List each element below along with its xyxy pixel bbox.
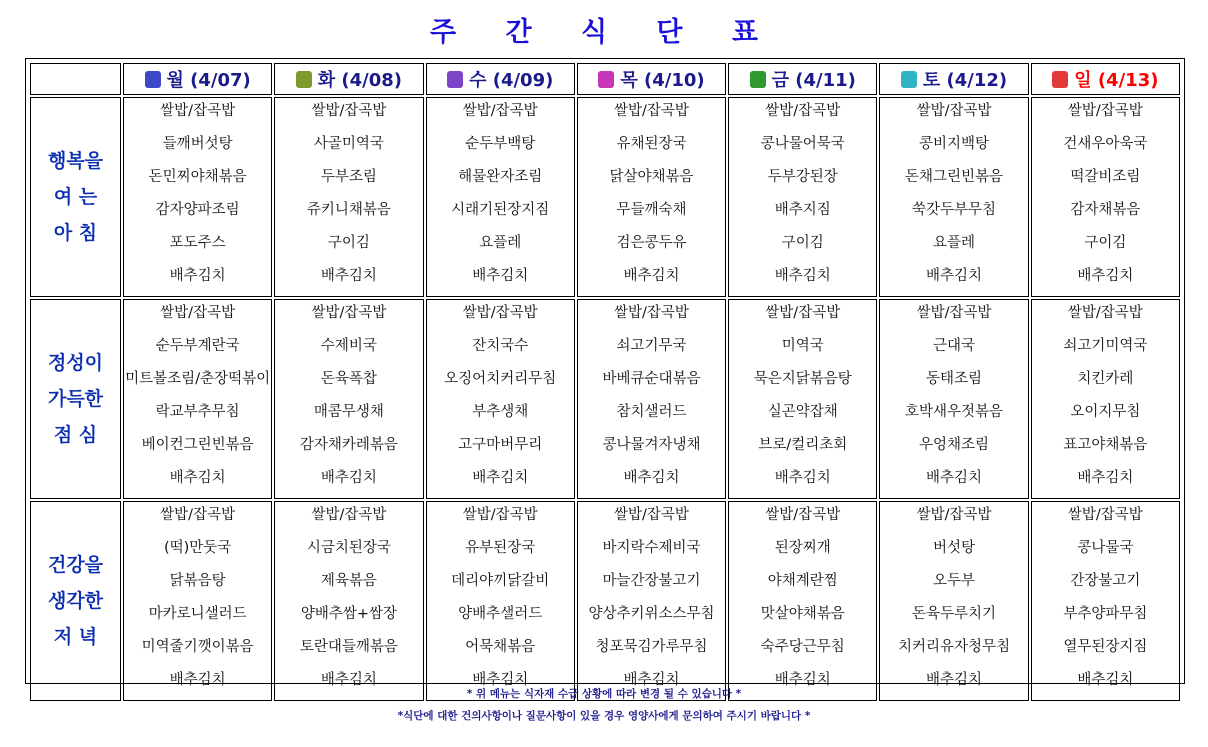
meal-label-line: 가득한 <box>47 388 104 410</box>
menu-item: 무들깨숙채 <box>616 202 687 218</box>
menu-item: 배추김치 <box>169 672 226 688</box>
meal-label-line: 여 는 <box>53 186 98 208</box>
day-header-1 <box>274 63 423 95</box>
menu-cell <box>879 501 1028 701</box>
menu-item: 쌀밥/잡곡밥 <box>160 103 236 119</box>
menu-item: 베이컨그린빈볶음 <box>141 437 254 453</box>
day-label: 토 (4/12) <box>922 70 1008 91</box>
menu-item: 배추김치 <box>472 268 529 284</box>
menu-item: 콩비지백탕 <box>919 136 990 152</box>
page-title: 주 간 식 단 표 <box>429 17 778 48</box>
menu-item: 배추김치 <box>926 672 983 688</box>
day-icon <box>296 71 312 88</box>
menu-cell <box>879 97 1028 297</box>
menu-item: 쌀밥/잡곡밥 <box>462 305 538 321</box>
meal-label-line: 정성이 <box>47 352 104 374</box>
menu-cell <box>426 97 575 297</box>
menu-item: 구이김 <box>781 235 824 251</box>
meal-label-line: 저 녁 <box>53 626 98 648</box>
menu-body <box>30 97 1180 701</box>
menu-item: 쌀밥/잡곡밥 <box>614 305 689 321</box>
menu-item: 우엉채조림 <box>919 437 990 453</box>
day-header-6 <box>1031 63 1180 95</box>
menu-item: 배추김치 <box>623 268 680 284</box>
menu-item: 쌀밥/잡곡밥 <box>916 305 992 321</box>
menu-item: 오두부 <box>933 573 976 589</box>
menu-item: 감자양파조림 <box>155 202 240 218</box>
menu-item: 구이김 <box>327 235 370 251</box>
menu-item: 맛살야채볶음 <box>760 606 845 622</box>
menu-item: 바지락수제비국 <box>602 540 701 556</box>
meal-row-1 <box>30 299 1180 499</box>
day-icon <box>598 71 614 88</box>
menu-item: 오징어치커리무침 <box>444 371 557 387</box>
menu-item: 유채된장국 <box>616 136 687 152</box>
menu-item: 쌀밥/잡곡밥 <box>1067 103 1143 119</box>
menu-item: 쑥갓두부무침 <box>912 202 997 218</box>
menu-item: 쌀밥/잡곡밥 <box>462 103 538 119</box>
menu-item: 검은콩두유 <box>616 235 687 251</box>
menu-item: 숙주당근무침 <box>760 639 845 655</box>
menu-item: 시금치된장국 <box>306 540 391 556</box>
menu-item: 시래기된장지짐 <box>451 202 550 218</box>
menu-item: 배추김치 <box>1077 470 1134 486</box>
menu-cell <box>577 299 726 499</box>
day-label: 일 (4/13) <box>1074 70 1159 91</box>
menu-item: 데리야끼닭갈비 <box>451 573 550 589</box>
menu-item: 고구마버무리 <box>458 437 543 453</box>
menu-item: 배추김치 <box>774 470 831 486</box>
meal-label <box>30 97 121 297</box>
day-header-4 <box>728 63 877 95</box>
menu-item: 쌀밥/잡곡밥 <box>311 507 387 523</box>
menu-item: 동태조림 <box>926 371 983 387</box>
menu-item: (떡)만둣국 <box>163 540 232 556</box>
menu-item: 토란대들깨볶음 <box>299 639 398 655</box>
menu-cell <box>274 97 423 297</box>
menu-item: 두부조림 <box>320 169 377 185</box>
menu-item: 배추김치 <box>472 672 529 688</box>
menu-item: 잔치국수 <box>472 338 529 354</box>
day-icon <box>901 71 917 88</box>
menu-item: 배추김치 <box>320 672 377 688</box>
menu-item: 양배추샐러드 <box>458 606 543 622</box>
menu-item: 묵은지닭볶음탕 <box>753 371 852 387</box>
menu-item: 미역줄기깻이볶음 <box>141 639 254 655</box>
menu-item: 배추김치 <box>926 470 983 486</box>
menu-cell <box>879 299 1028 499</box>
note-contact: *식단에 대한 건의사항이나 질문사항이 있을 경우 영양사에게 문의하여 주시기 바랍니다 * <box>397 710 811 722</box>
note-change: * 위 메뉴는 식자재 수급 상황에 따라 변경 될 수 있습니다 * <box>466 688 742 700</box>
day-label: 화 (4/08) <box>317 70 403 91</box>
menu-item: 쌀밥/잡곡밥 <box>916 507 992 523</box>
day-header-2 <box>426 63 575 95</box>
menu-item: 배추김치 <box>320 470 377 486</box>
menu-item: 제육볶음 <box>320 573 377 589</box>
day-label: 목 (4/10) <box>620 70 705 91</box>
menu-item: 유부된장국 <box>465 540 536 556</box>
day-label: 수 (4/09) <box>469 70 554 91</box>
meal-row-2 <box>30 501 1180 701</box>
menu-item: 부추양파무침 <box>1063 606 1148 622</box>
menu-item: 버섯탕 <box>933 540 976 556</box>
menu-item: 요플레 <box>933 235 976 251</box>
menu-item: 치커리유자청무침 <box>898 639 1011 655</box>
menu-item: 돈육두루치기 <box>912 606 997 622</box>
menu-item: 참치샐러드 <box>616 404 687 420</box>
menu-item: 사골미역국 <box>313 136 384 152</box>
menu-item: 콩나물겨자냉채 <box>602 437 701 453</box>
menu-item: 배추김치 <box>774 672 831 688</box>
menu-item: 닭살야채볶음 <box>609 169 694 185</box>
menu-frame <box>25 58 1185 688</box>
menu-item: 배추김치 <box>623 470 680 486</box>
menu-item: 표고야채볶음 <box>1063 437 1148 453</box>
menu-item: 브로/컬리초회 <box>758 437 848 453</box>
menu-item: 수제비국 <box>320 338 377 354</box>
menu-item: 배추김치 <box>1077 672 1134 688</box>
menu-item: 쇠고기미역국 <box>1063 338 1148 354</box>
menu-item: 호박새우젓볶음 <box>905 404 1004 420</box>
menu-item: 락교부추무침 <box>155 404 240 420</box>
menu-item: 포도주스 <box>169 235 226 251</box>
day-icon <box>1052 71 1068 88</box>
menu-item: 배추김치 <box>169 470 226 486</box>
menu-item: 떡갈비조림 <box>1070 169 1141 185</box>
menu-item: 감자채카레볶음 <box>299 437 398 453</box>
menu-item: 쌀밥/잡곡밥 <box>916 103 992 119</box>
menu-item: 돈민찌야채볶음 <box>148 169 247 185</box>
menu-item: 쌀밥/잡곡밥 <box>160 507 236 523</box>
menu-item: 오이지무침 <box>1070 404 1141 420</box>
menu-item: 야채계란찜 <box>767 573 838 589</box>
menu-cell <box>426 299 575 499</box>
menu-cell <box>1031 97 1180 297</box>
menu-item: 마늘간장불고기 <box>602 573 701 589</box>
menu-item: 쌀밥/잡곡밥 <box>765 103 841 119</box>
menu-item: 배추김치 <box>320 268 377 284</box>
meal-label-line: 아 침 <box>53 222 98 244</box>
meal-label-line: 점 심 <box>53 424 98 446</box>
menu-item: 쌀밥/잡곡밥 <box>311 305 387 321</box>
menu-item: 배추김치 <box>774 268 831 284</box>
menu-item: 어묵채볶음 <box>465 639 536 655</box>
day-header-3 <box>577 63 726 95</box>
menu-cell <box>728 299 877 499</box>
menu-item: 순두부백탕 <box>465 136 536 152</box>
menu-item: 배추김치 <box>926 268 983 284</box>
menu-item: 쌀밥/잡곡밥 <box>311 103 387 119</box>
menu-item: 쌀밥/잡곡밥 <box>1067 305 1143 321</box>
day-label: 금 (4/11) <box>771 70 856 91</box>
menu-item: 쌀밥/잡곡밥 <box>614 507 689 523</box>
menu-cell <box>123 299 272 499</box>
menu-item: 미트볼조림/춘장떡볶이 <box>125 371 271 387</box>
menu-item: 배추김치 <box>472 470 529 486</box>
menu-cell <box>123 501 272 701</box>
menu-item: 양상추키위소스무침 <box>588 606 715 622</box>
menu-cell <box>1031 501 1180 701</box>
menu-table <box>28 61 1182 703</box>
meal-label-line: 행복을 <box>47 150 104 172</box>
day-icon <box>145 71 161 88</box>
menu-item: 배추김치 <box>623 672 680 688</box>
menu-item: 구이김 <box>1084 235 1127 251</box>
menu-item: 바베큐순대볶음 <box>602 371 701 387</box>
menu-item: 콩나물어묵국 <box>760 136 845 152</box>
menu-item: 건새우아욱국 <box>1063 136 1148 152</box>
menu-item: 해물완자조림 <box>458 169 543 185</box>
menu-item: 쌀밥/잡곡밥 <box>1067 507 1143 523</box>
meal-row-0 <box>30 97 1180 297</box>
menu-cell <box>1031 299 1180 499</box>
menu-item: 열무된장지짐 <box>1063 639 1148 655</box>
menu-item: 닭볶음탕 <box>169 573 226 589</box>
footer-notes <box>0 683 1208 727</box>
menu-item: 배추김치 <box>1077 268 1134 284</box>
menu-item: 쌀밥/잡곡밥 <box>160 305 236 321</box>
day-header-5 <box>879 63 1028 95</box>
menu-item: 쌀밥/잡곡밥 <box>462 507 538 523</box>
menu-item: 배추지짐 <box>774 202 831 218</box>
menu-item: 돈육폭찹 <box>320 371 377 387</box>
meal-label-line: 건강을 <box>47 554 104 576</box>
menu-item: 실곤약잡채 <box>767 404 838 420</box>
menu-item: 쥬키니채볶음 <box>306 202 391 218</box>
meal-label-line: 생각한 <box>47 590 104 612</box>
menu-item: 쌀밥/잡곡밥 <box>765 305 841 321</box>
day-header-0 <box>123 63 272 95</box>
menu-item: 미역국 <box>781 338 824 354</box>
day-label: 월 (4/07) <box>166 70 251 91</box>
menu-item: 들깨버섯탕 <box>162 136 233 152</box>
menu-cell <box>426 501 575 701</box>
menu-item: 배추김치 <box>169 268 226 284</box>
menu-cell <box>274 501 423 701</box>
meal-label <box>30 501 121 701</box>
menu-item: 된장찌개 <box>774 540 831 556</box>
menu-cell <box>728 97 877 297</box>
menu-cell <box>123 97 272 297</box>
menu-item: 매콤무생채 <box>313 404 384 420</box>
menu-item: 콩나물국 <box>1077 540 1134 556</box>
menu-item: 양배추쌈+쌈장 <box>300 606 398 622</box>
menu-item: 치킨카레 <box>1077 371 1134 387</box>
header-row <box>30 63 1180 95</box>
day-icon <box>447 71 463 88</box>
menu-cell <box>728 501 877 701</box>
menu-item: 근대국 <box>933 338 976 354</box>
menu-item: 두부강된장 <box>767 169 838 185</box>
meal-label <box>30 299 121 499</box>
menu-item: 간장불고기 <box>1070 573 1141 589</box>
menu-item: 부추생채 <box>472 404 529 420</box>
menu-cell <box>274 299 423 499</box>
menu-item: 쌀밥/잡곡밥 <box>765 507 841 523</box>
menu-item: 돈채그린빈볶음 <box>905 169 1004 185</box>
corner-cell <box>30 63 121 95</box>
menu-cell <box>577 501 726 701</box>
menu-item: 순두부계란국 <box>155 338 240 354</box>
menu-cell <box>577 97 726 297</box>
menu-item: 요플레 <box>479 235 522 251</box>
menu-item: 청포묵김가루무침 <box>595 639 708 655</box>
menu-item: 감자채볶음 <box>1070 202 1141 218</box>
menu-item: 쌀밥/잡곡밥 <box>614 103 689 119</box>
menu-item: 쇠고기무국 <box>616 338 687 354</box>
day-icon <box>750 71 766 88</box>
menu-item: 마카로니샐러드 <box>148 606 247 622</box>
